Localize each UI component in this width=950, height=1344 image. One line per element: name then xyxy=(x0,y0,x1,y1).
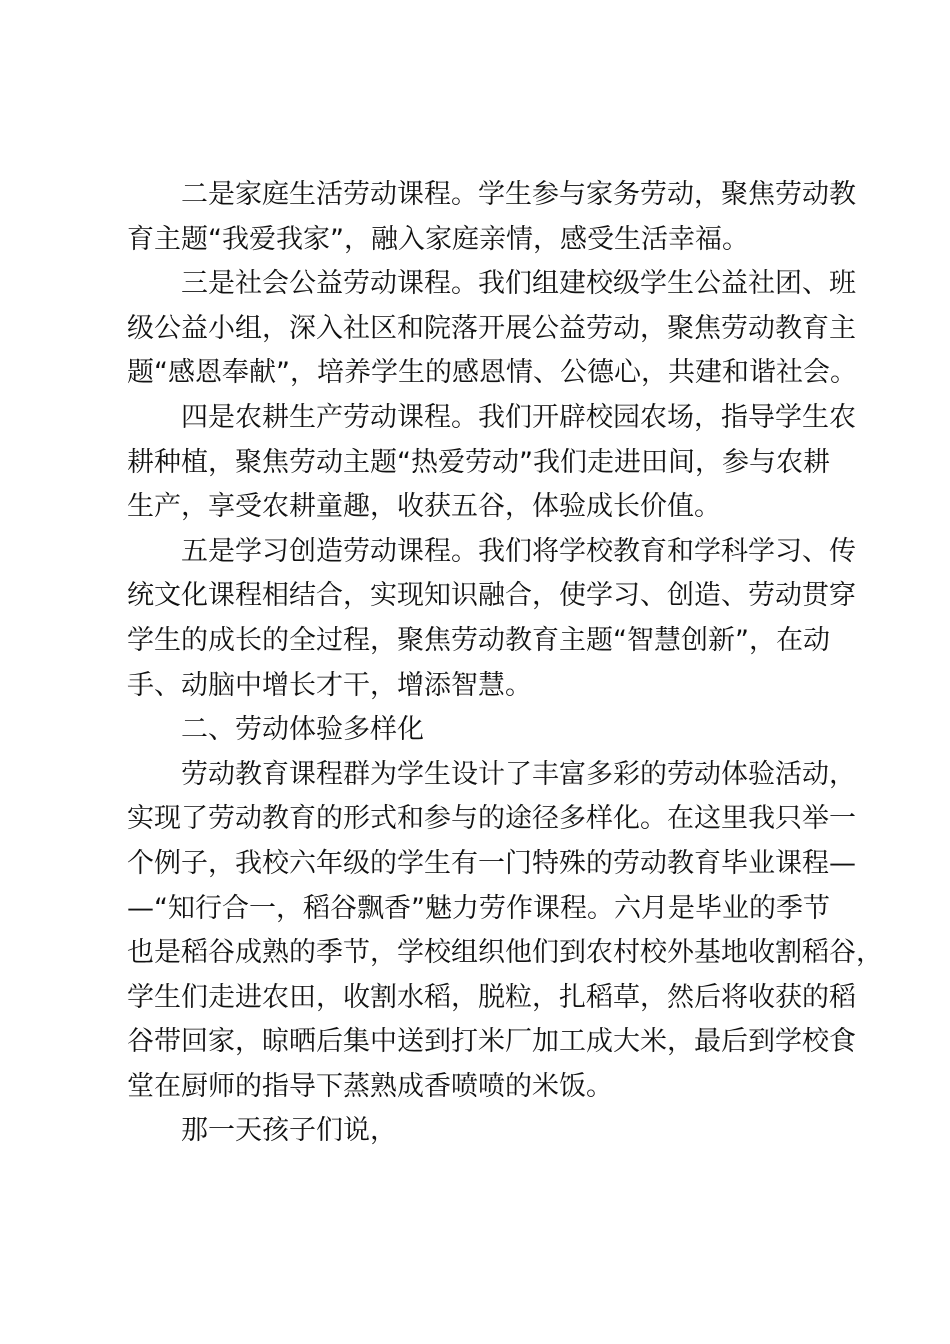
text-line: 手、动脑中增长才干，增添智慧。 xyxy=(127,669,532,701)
text-line: 学生的成长的全过程，聚焦劳动教育主题“智慧创新”，在动 xyxy=(127,624,830,656)
text-line: 劳动教育课程群为学生设计了丰富多彩的劳动体验活动， xyxy=(181,758,856,790)
text-line: 级公益小组，深入社区和院落开展公益劳动，聚焦劳动教育主 xyxy=(127,312,856,344)
text-line: 二是家庭生活劳动课程。学生参与家务劳动，聚焦劳动教 xyxy=(181,179,856,210)
document-body xyxy=(127,173,883,1154)
text-line: 四是农耕生产劳动课程。我们开辟校园农场，指导学生农 xyxy=(181,401,856,433)
text-line: 学生们走进农田，收割水稻，脱粒，扎稻草，然后将收获的稻 xyxy=(127,981,856,1013)
text-line: 谷带回家，晾晒后集中送到打米厂加工成大米，最后到学校食 xyxy=(127,1026,856,1058)
text-line: —“知行合一，稻谷飘香”魅力劳作课程。六月是毕业的季节 xyxy=(127,892,830,924)
text-line: 实现了劳动教育的形式和参与的途径多样化。在这里我只举一 xyxy=(127,803,856,835)
section-heading: 二、劳动体验多样化 xyxy=(181,714,424,746)
text-line: 那一天孩子们说， xyxy=(181,1115,397,1147)
text-line: 生产，享受农耕童趣，收获五谷，体验成长价值。 xyxy=(127,491,721,523)
text-line: 堂在厨师的指导下蒸熟成香喷喷的米饭。 xyxy=(127,1070,613,1102)
text-line: 统文化课程相结合，实现知识融合，使学习、创造、劳动贯穿 xyxy=(127,580,856,612)
text-line: 三是社会公益劳动课程。我们组建校级学生公益社团、班 xyxy=(181,268,856,300)
text-line: 育主题“我爱我家”，融入家庭亲情，感受生活幸福。 xyxy=(127,223,749,255)
text-line: 耕种植，聚焦劳动主题“热爱劳动”我们走进田间，参与农耕 xyxy=(127,446,830,478)
text-line: 也是稻谷成熟的季节，学校组织他们到农村校外基地收割稻谷， xyxy=(127,937,883,969)
text-line: 个例子，我校六年级的学生有一门特殊的劳动教育毕业课程— xyxy=(127,847,856,879)
text-line: 五是学习创造劳动课程。我们将学校教育和学科学习、传 xyxy=(181,535,856,567)
text-line: 题“感恩奉献”，培养学生的感恩情、公德心，共建和谐社会。 xyxy=(127,357,857,389)
